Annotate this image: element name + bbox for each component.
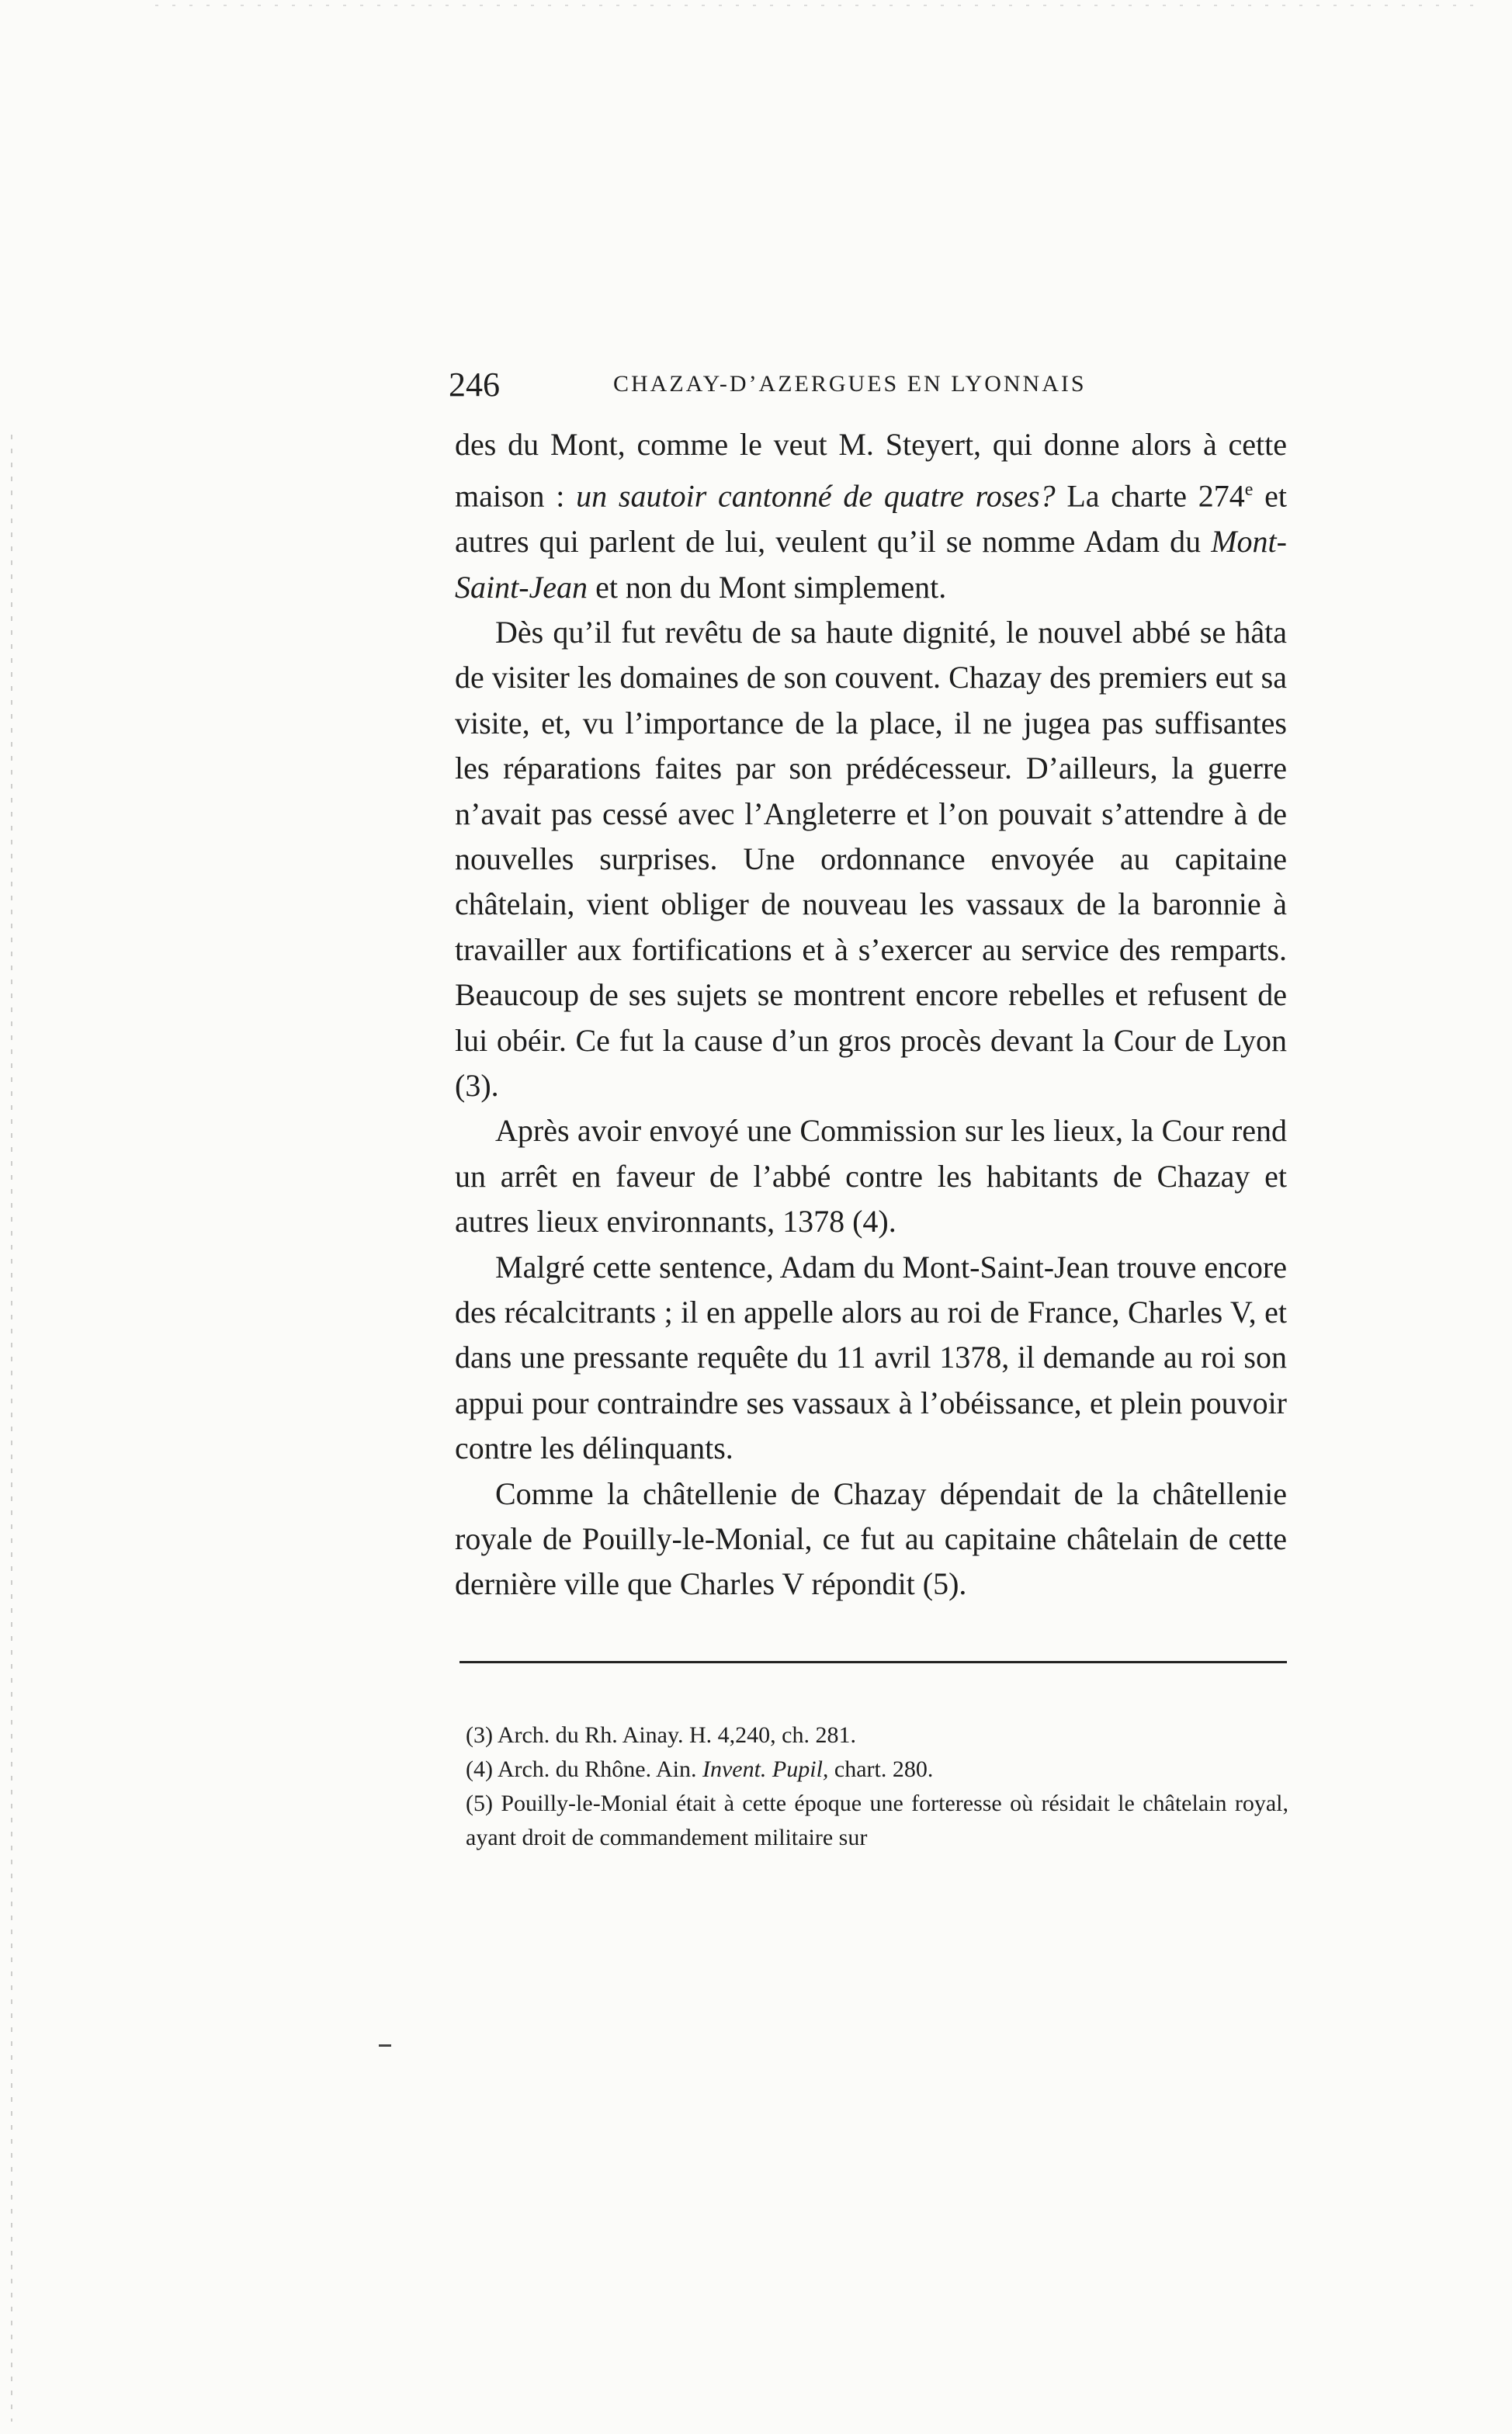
paragraph-1 xyxy=(455,422,1287,610)
paragraph-1-superscript: e xyxy=(1244,480,1254,501)
paragraph-1-text-e: et autres qui parlent de lui, veulent qu’il se nomme Adam du xyxy=(455,478,1287,560)
footnote-4-text-a: (4) Arch. du Rhône. Ain. xyxy=(466,1756,702,1782)
paragraph-3: Après avoir envoyé une Commission sur les lieux, la Cour rend un arrêt en faveur de l’abbé contre les habitants de Chazay et autres lieux environnants, 1378 (4). xyxy=(455,1113,1287,1240)
footnote-divider xyxy=(459,1661,1287,1663)
page-edge-top xyxy=(155,5,1475,6)
paragraph-1-italic-blazon: un sautoir cantonné de quatre roses? xyxy=(576,478,1056,514)
paragraph-2: Dès qu’il fut revêtu de sa haute dignité, le nouvel abbé se hâta de visiter les domaines de son couvent. Chazay des premiers eut sa visite, et, vu l’importance de la place, il ne jugea pas suffisantes les réparations faites par son prédécesseur. D’ailleurs, la guerre n’avait pas cessé avec l’Angleterre et l’on pouvait s’attendre à de nouvelles surprises. Une ordonnance envoyée au capitaine châtelain, vient obliger de nouveau les vassaux de la baronnie à travailler aux fortifications et à s’exercer au service des remparts. Beaucoup de ses sujets se montrent encore rebelles et refusent de lui obéir. Ce fut la cause d’un gros procès devant la Cour de Lyon (3). xyxy=(455,614,1287,1104)
footnotes xyxy=(466,1718,1288,1855)
page-number: 246 xyxy=(449,366,500,404)
footnote-4-italic: Invent. Pupil, xyxy=(702,1756,829,1782)
footnote-4 xyxy=(466,1753,1288,1787)
footnote-4-text-c: chart. 280. xyxy=(828,1756,934,1782)
paragraph-5: Comme la châtellenie de Chazay dépendait de la châtellenie royale de Pouilly-le-Monial, ce fut au capitaine châtelain de cette dernière ville que Charles V répondit (5). xyxy=(455,1475,1287,1602)
paragraph-1-text-g: et non du Mont simplement. xyxy=(588,569,947,605)
page-edge-left xyxy=(11,435,12,2422)
running-title: CHAZAY-D’AZERGUES EN LYONNAIS xyxy=(613,371,1087,397)
paragraph-1-italic-name: Mont-Saint-Jean xyxy=(455,524,1287,605)
footnote-3: (3) Arch. du Rh. Ainay. H. 4,240, ch. 281. xyxy=(466,1722,856,1748)
margin-mark xyxy=(379,2044,391,2047)
paragraph-1-text-a: des du Mont, comme le veut M. Steyert, qui donne alors à cette maison : xyxy=(455,427,1287,514)
paragraph-1-text-c: La charte 274 xyxy=(1055,478,1245,514)
footnote-5: (5) Pouilly-le-Monial était à cette époque une forteresse où résidait le châtelain royal, ayant droit de commandement militaire sur xyxy=(466,1791,1288,1850)
body-text xyxy=(455,422,1287,1607)
paragraph-4: Malgré cette sentence, Adam du Mont-Saint-Jean trouve encore des récalcitrants ; il en appelle alors au roi de France, Charles V, et dans une pressante requête du 11 avril 1378, il demande au roi son appui pour contraindre ses vassaux à l’obéissance, et plein pouvoir contre les délinquants. xyxy=(455,1249,1287,1466)
page-header xyxy=(449,365,1287,411)
